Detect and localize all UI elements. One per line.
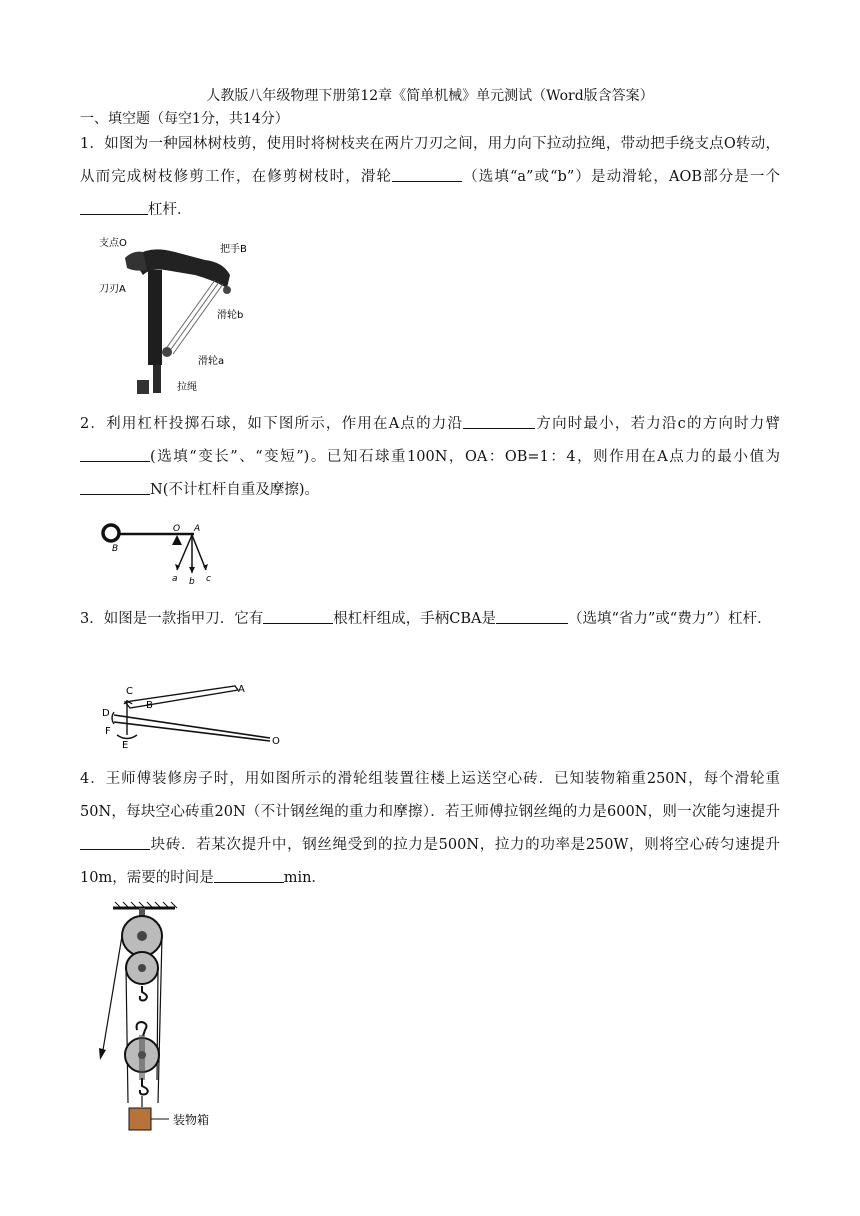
lever-throw-figure bbox=[100, 515, 230, 590]
q4-text-b: 块砖．若某次提升中，钢丝绳受到的拉力是500N，拉力的功率是250W，则将空心砖匀速提升10m，需要的时间是 bbox=[80, 837, 780, 886]
label-f: F bbox=[105, 726, 111, 737]
label-c: C bbox=[126, 686, 133, 697]
q1-blank-1[interactable] bbox=[392, 167, 462, 182]
label-rope: 拉绳 bbox=[177, 382, 197, 393]
label-handle: 把手B bbox=[220, 244, 247, 255]
label-a: A bbox=[194, 524, 201, 534]
q1-text-b: （选填“a”或“b”）是动滑轮，AOB部分是一个 bbox=[462, 169, 781, 185]
label-dir-b: b bbox=[189, 577, 195, 587]
document-title: 人教版八年级物理下册第12章《简单机械》单元测试（Word版含答案） bbox=[206, 88, 654, 104]
label-o: O bbox=[272, 736, 280, 747]
section-heading: 一、填空题（每空1分，共14分） bbox=[80, 111, 289, 127]
q1-text-a: 1．如图为一种园林树枝剪，使用时将树枝夹在两片刀刃之间，用力向下拉动拉绳，带动把手绕支点O转动，从而完成树枝修剪工作，在修剪树枝时，滑轮 bbox=[80, 136, 780, 185]
label-pulley-b: 滑轮b bbox=[217, 310, 244, 321]
label-pulley-a: 滑轮a bbox=[198, 356, 225, 367]
q3-text-a: 3．如图是一款指甲刀．它有 bbox=[80, 611, 264, 627]
q2-blank-2[interactable] bbox=[80, 447, 150, 462]
q4-text-a: 4．王师傅装修房子时，用如图所示的滑轮组装置往楼上运送空心砖．已知装物箱重250N，每个滑轮重50N，每块空心砖重20N（不计钢丝绳的重力和摩擦）．若王师傅拉钢丝绳的力是600N，则一次能匀速提升 bbox=[80, 771, 780, 820]
q2-text-c: (选填“变长”、“变短”)。已知石球重100N，OA：OB=1：4，则作用在A点力的最小值为 bbox=[150, 449, 780, 465]
q1-text-c: 杠杆． bbox=[148, 202, 192, 218]
question-4 bbox=[80, 763, 780, 895]
label-e: E bbox=[122, 740, 129, 750]
q3-blank-1[interactable] bbox=[263, 609, 333, 624]
q2-text-b: 方向时最小，若力沿c的方向时力臂 bbox=[535, 416, 780, 432]
label-fulcrum: 支点O bbox=[99, 238, 127, 249]
question-1 bbox=[80, 128, 780, 227]
question-3 bbox=[80, 603, 780, 636]
q3-text-b: 根杠杆组成，手柄CBA是 bbox=[333, 611, 496, 627]
q2-text-a: 2．利用杠杆投掷石球，如下图所示，作用在A点的力沿 bbox=[80, 416, 464, 432]
q3-text-c: （选填“省力”或“费力”）杠杆． bbox=[567, 611, 772, 627]
q2-blank-3[interactable] bbox=[80, 480, 150, 495]
q1-blank-2[interactable] bbox=[80, 200, 148, 215]
label-o: O bbox=[173, 524, 181, 534]
nail-clipper-figure bbox=[100, 680, 285, 750]
label-b: B bbox=[112, 544, 119, 554]
q2-text-d: N(不计杠杆自重及摩擦)。 bbox=[150, 482, 320, 498]
q3-blank-2[interactable] bbox=[496, 609, 568, 624]
q4-text-c: min． bbox=[283, 870, 326, 886]
label-box: 装物箱 bbox=[173, 1113, 210, 1127]
q2-blank-1[interactable] bbox=[463, 414, 535, 429]
label-d: D bbox=[102, 708, 110, 719]
q4-blank-2[interactable] bbox=[214, 868, 284, 883]
label-a: A bbox=[238, 684, 245, 695]
label-dir-a: a bbox=[172, 574, 178, 584]
label-b: B bbox=[146, 700, 153, 711]
question-2 bbox=[80, 408, 780, 507]
q4-blank-1[interactable] bbox=[80, 835, 150, 850]
pruning-shears-figure bbox=[95, 230, 270, 400]
label-blade: 刀刃A bbox=[99, 284, 126, 295]
label-dir-c: c bbox=[206, 574, 211, 584]
pulley-system-figure bbox=[95, 900, 235, 1140]
